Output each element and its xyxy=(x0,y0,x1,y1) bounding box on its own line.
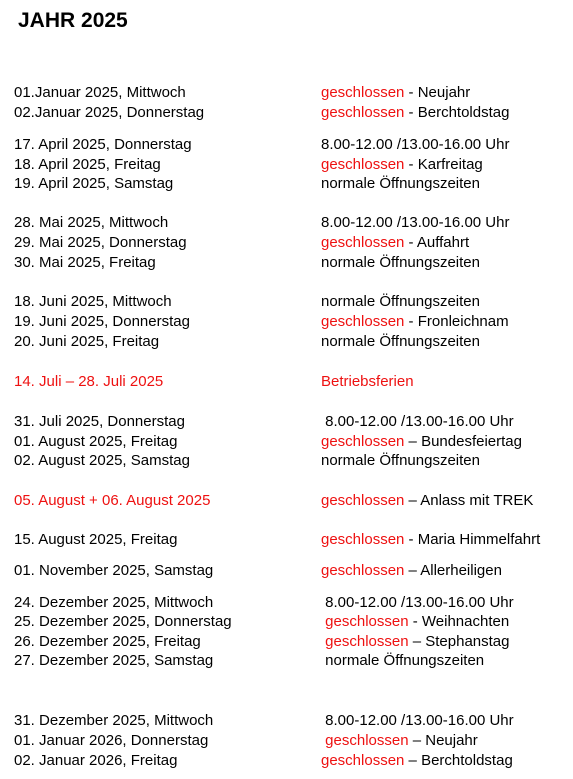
status-detail: normale Öffnungszeiten xyxy=(321,333,480,350)
schedule-status xyxy=(321,432,522,452)
schedule-date: 14. Juli – 28. Juli 2025 xyxy=(14,373,164,390)
schedule-status xyxy=(321,83,470,103)
schedule-status xyxy=(321,530,540,550)
status-detail: - Fronleichnam xyxy=(404,313,509,330)
schedule-row xyxy=(0,711,573,731)
schedule-date: 31. Juli 2025, Donnerstag xyxy=(14,413,185,430)
schedule-status xyxy=(321,593,514,613)
schedule-row xyxy=(0,530,573,550)
schedule-row xyxy=(0,83,573,103)
schedule-date: 31. Dezember 2025, Mittwoch xyxy=(14,712,214,729)
status-detail: normale Öffnungszeiten xyxy=(321,293,480,310)
status-detail: 8.00-12.00 /13.00-16.00 Uhr xyxy=(321,136,510,153)
schedule-row xyxy=(0,561,573,581)
schedule-row xyxy=(0,651,573,671)
schedule-date: 02. August 2025, Samstag xyxy=(14,452,190,469)
schedule-row xyxy=(0,174,573,194)
schedule-date: 01. November 2025, Samstag xyxy=(14,562,214,579)
status-detail: normale Öffnungszeiten xyxy=(321,652,485,669)
status-closed-label: geschlossen xyxy=(321,752,405,769)
schedule-date: 18. April 2025, Freitag xyxy=(14,156,161,173)
schedule-row xyxy=(0,103,573,123)
status-detail: – Stephanstag xyxy=(408,633,510,650)
status-detail: – Allerheiligen xyxy=(404,562,502,579)
schedule-status xyxy=(321,213,509,233)
status-closed-label: geschlossen xyxy=(321,492,405,509)
schedule-status xyxy=(321,155,483,175)
schedule-status xyxy=(321,412,514,432)
schedule-status xyxy=(321,103,509,123)
status-detail: 8.00-12.00 /13.00-16.00 Uhr xyxy=(321,594,514,611)
schedule-date: 18. Juni 2025, Mittwoch xyxy=(14,293,172,310)
schedule-row xyxy=(0,213,573,233)
schedule-status xyxy=(321,751,513,771)
status-closed-label: geschlossen xyxy=(321,313,405,330)
status-detail: – Neujahr xyxy=(408,732,478,749)
schedule-date: 27. Dezember 2025, Samstag xyxy=(14,652,214,669)
schedule-row xyxy=(0,612,573,632)
status-closed-label: geschlossen xyxy=(321,84,405,101)
schedule-row xyxy=(0,751,573,771)
schedule-date: 19. Juni 2025, Donnerstag xyxy=(14,313,190,330)
status-detail: - Maria Himmelfahrt xyxy=(404,531,541,548)
schedule-status xyxy=(321,561,502,581)
schedule-row xyxy=(0,292,573,312)
schedule-status xyxy=(321,711,514,731)
schedule-status xyxy=(321,731,478,751)
schedule-status xyxy=(321,612,509,632)
schedule-date: 01. August 2025, Freitag xyxy=(14,433,178,450)
schedule-date: 02.Januar 2025, Donnerstag xyxy=(14,104,205,121)
status-detail: - Berchtoldstag xyxy=(404,104,510,121)
schedule-date: 24. Dezember 2025, Mittwoch xyxy=(14,594,214,611)
status-detail: 8.00-12.00 /13.00-16.00 Uhr xyxy=(321,214,510,231)
schedule-status xyxy=(321,135,509,155)
schedule-date: 20. Juni 2025, Freitag xyxy=(14,333,160,350)
schedule-status xyxy=(321,451,480,471)
status-detail: normale Öffnungszeiten xyxy=(321,175,480,192)
schedule-date: 29. Mai 2025, Donnerstag xyxy=(14,234,187,251)
schedule-row xyxy=(0,451,573,471)
schedule-date: 15. August 2025, Freitag xyxy=(14,531,178,548)
schedule-date: 30. Mai 2025, Freitag xyxy=(14,254,156,271)
schedule-status xyxy=(321,491,533,511)
status-detail: normale Öffnungszeiten xyxy=(321,452,480,469)
status-detail: - Weihnachten xyxy=(408,613,510,630)
status-detail: - Auffahrt xyxy=(404,234,470,251)
status-detail: - Karfreitag xyxy=(404,156,483,173)
status-detail: – Berchtoldstag xyxy=(404,752,513,769)
status-closed-label: geschlossen xyxy=(321,156,405,173)
status-closed-label: geschlossen xyxy=(321,104,405,121)
schedule-row xyxy=(0,412,573,432)
schedule-row xyxy=(0,731,573,751)
schedule-row xyxy=(0,155,573,175)
schedule-date: 17. April 2025, Donnerstag xyxy=(14,136,192,153)
schedule-status xyxy=(321,651,484,671)
status-closed-label: geschlossen xyxy=(321,433,405,450)
schedule-row xyxy=(0,632,573,652)
schedule-date: 26. Dezember 2025, Freitag xyxy=(14,633,201,650)
status-detail: 8.00-12.00 /13.00-16.00 Uhr xyxy=(321,413,514,430)
schedule-row xyxy=(0,233,573,253)
schedule-status xyxy=(321,233,469,253)
schedule-date: 19. April 2025, Samstag xyxy=(14,175,174,192)
schedule-status xyxy=(321,253,480,273)
status-closed-label: geschlossen xyxy=(321,234,405,251)
schedule-row xyxy=(0,432,573,452)
schedule-date: 28. Mai 2025, Mittwoch xyxy=(14,214,169,231)
schedule-status xyxy=(321,632,509,652)
status-detail: - Neujahr xyxy=(404,84,471,101)
schedule-status xyxy=(321,332,480,352)
schedule-row xyxy=(0,312,573,332)
status-closed-label: geschlossen xyxy=(321,531,405,548)
status-closed-label: Betriebsferien xyxy=(321,373,414,390)
status-detail: – Anlass mit TREK xyxy=(404,492,534,509)
status-closed-label: geschlossen xyxy=(321,562,405,579)
schedule-date: 01. Januar 2026, Donnerstag xyxy=(14,732,209,749)
schedule-date: 02. Januar 2026, Freitag xyxy=(14,752,178,769)
schedule-status xyxy=(321,292,480,312)
schedule-row xyxy=(0,332,573,352)
schedule-date: 01.Januar 2025, Mittwoch xyxy=(14,84,186,101)
status-closed-label: geschlossen xyxy=(321,613,409,630)
schedule-row xyxy=(0,491,573,511)
schedule-row xyxy=(0,593,573,613)
status-detail: – Bundesfeiertag xyxy=(404,433,522,450)
schedule-row xyxy=(0,372,573,392)
schedule-status xyxy=(321,174,480,194)
schedule-status xyxy=(321,372,414,392)
schedule-status xyxy=(321,312,509,332)
schedule-row xyxy=(0,135,573,155)
status-closed-label: geschlossen xyxy=(321,732,409,749)
status-detail: 8.00-12.00 /13.00-16.00 Uhr xyxy=(321,712,514,729)
status-detail: normale Öffnungszeiten xyxy=(321,254,480,271)
schedule-date: 05. August + 06. August 2025 xyxy=(14,492,211,509)
page-title: JAHR 2025 xyxy=(18,9,128,32)
schedule-date: 25. Dezember 2025, Donnerstag xyxy=(14,613,232,630)
schedule-row xyxy=(0,253,573,273)
status-closed-label: geschlossen xyxy=(321,633,409,650)
